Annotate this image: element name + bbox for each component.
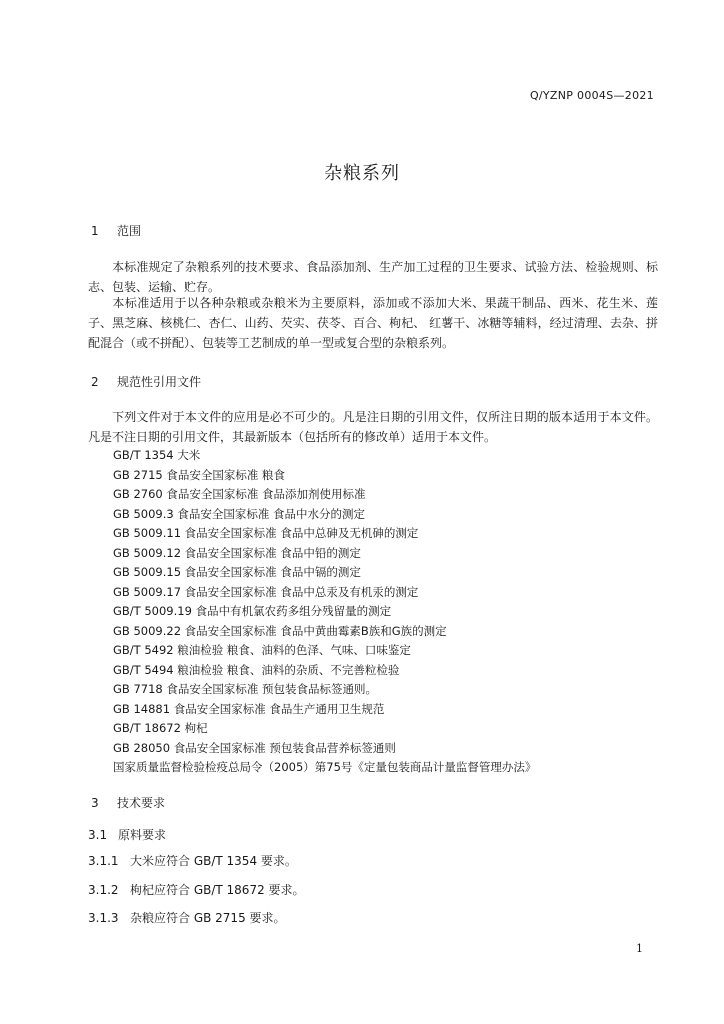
clause-number: 3.1.1 xyxy=(88,854,119,868)
reference-item: GB 14881 食品安全国家标准 食品生产通用卫生规范 xyxy=(113,701,385,716)
reference-item: GB 5009.17 食品安全国家标准 食品中总汞及有机汞的测定 xyxy=(113,584,419,599)
clause-text: 大米应符合 GB/T 1354 要求。 xyxy=(130,854,297,868)
document-title: 杂粮系列 xyxy=(324,163,400,184)
reference-item: GB/T 18672 枸杞 xyxy=(113,721,208,735)
reference-item: GB 5009.12 食品安全国家标准 食品中铅的测定 xyxy=(113,545,361,560)
clause-text: 杂粮应符合 GB 2715 要求。 xyxy=(130,911,286,925)
reference-item: GB 28050 食品安全国家标准 预包装食品营养标签通则 xyxy=(113,740,396,755)
clause-3-1-1 xyxy=(88,852,297,869)
section-title: 范围 xyxy=(117,224,142,238)
clause-text: 枸杞应符合 GB/T 18672 要求。 xyxy=(130,883,305,897)
reference-item: GB/T 1354 大米 xyxy=(113,448,201,462)
page-number: 1 xyxy=(636,942,643,955)
reference-item: GB/T 5494 粮油检验 粮食、油料的杂质、不完善粒检验 xyxy=(113,662,400,677)
subsection-3-1-heading xyxy=(88,826,166,843)
reference-item: GB 5009.11 食品安全国家标准 食品中总砷及无机砷的测定 xyxy=(113,526,419,540)
clause-number: 3.1.2 xyxy=(88,883,119,897)
section-title: 规范性引用文件 xyxy=(117,375,202,389)
section-title: 技术要求 xyxy=(117,796,166,810)
section-3-heading xyxy=(91,794,165,811)
refs-intro xyxy=(88,407,658,447)
refs-intro-text: 下列文件对于本文件的应用是必不可少的。凡是注日期的引用文件，仅所注日期的版本适用于本文件。凡是不注日期的引用文件，其最新版本（包括所有的修改单）适用于本文件。 xyxy=(88,410,658,444)
reference-list xyxy=(113,446,536,778)
section-number: 3 xyxy=(91,796,99,810)
clause-number: 3.1.3 xyxy=(88,911,119,925)
reference-item: GB 5009.3 食品安全国家标准 食品中水分的测定 xyxy=(113,506,366,521)
reference-item: GB 2760 食品安全国家标准 食品添加剂使用标准 xyxy=(113,487,366,501)
reference-item: GB 5009.15 食品安全国家标准 食品中镉的测定 xyxy=(113,565,361,579)
scope-paragraph-2-text: 本标准适用于以各种杂粮或杂粮米为主要原料，添加或不添加大米、果蔬干制品、西米、花生米、莲子、黑芝麻、核桃仁、杏仁、山药、芡实、茯苓、百合、枸杞、 红薯干、冰糖等辅料，经过清理、去杂、拼配混合（或不拼配）、包装等工艺制成的单一型或复合型的杂粮系列。 xyxy=(88,296,658,350)
subsection-title: 原料要求 xyxy=(118,828,167,842)
scope-paragraph-1-text: 本标准规定了杂粮系列的技术要求、食品添加剂、生产加工过程的卫生要求、试验方法、检验规则、标志、包装、运输、贮存。 xyxy=(88,260,658,294)
section-2-heading xyxy=(91,373,201,390)
reference-item: GB/T 5009.19 食品中有机氯农药多组分残留量的测定 xyxy=(113,604,392,618)
section-number: 1 xyxy=(91,224,99,238)
section-1-heading xyxy=(91,222,141,239)
reference-item: GB/T 5492 粮油检验 粮食、油料的色泽、气味、口味鉴定 xyxy=(113,643,411,657)
standard-code: Q/YZNP 0004S—2021 xyxy=(529,89,654,102)
reference-item: GB 7718 食品安全国家标准 预包装食品标签通则。 xyxy=(113,682,378,696)
reference-item: GB 5009.22 食品安全国家标准 食品中黄曲霉素B族和G族的测定 xyxy=(113,623,447,638)
section-number: 2 xyxy=(91,375,99,389)
scope-paragraph-2 xyxy=(88,293,658,353)
subsection-number: 3.1 xyxy=(88,828,108,842)
clause-3-1-3 xyxy=(88,909,286,926)
clause-3-1-2 xyxy=(88,881,305,898)
reference-item: GB 2715 食品安全国家标准 粮食 xyxy=(113,467,286,482)
reference-item: 国家质量监督检验检疫总局令（2005）第75号《定量包装商品计量监督管理办法》 xyxy=(113,760,537,774)
scope-paragraph-1 xyxy=(88,257,658,297)
